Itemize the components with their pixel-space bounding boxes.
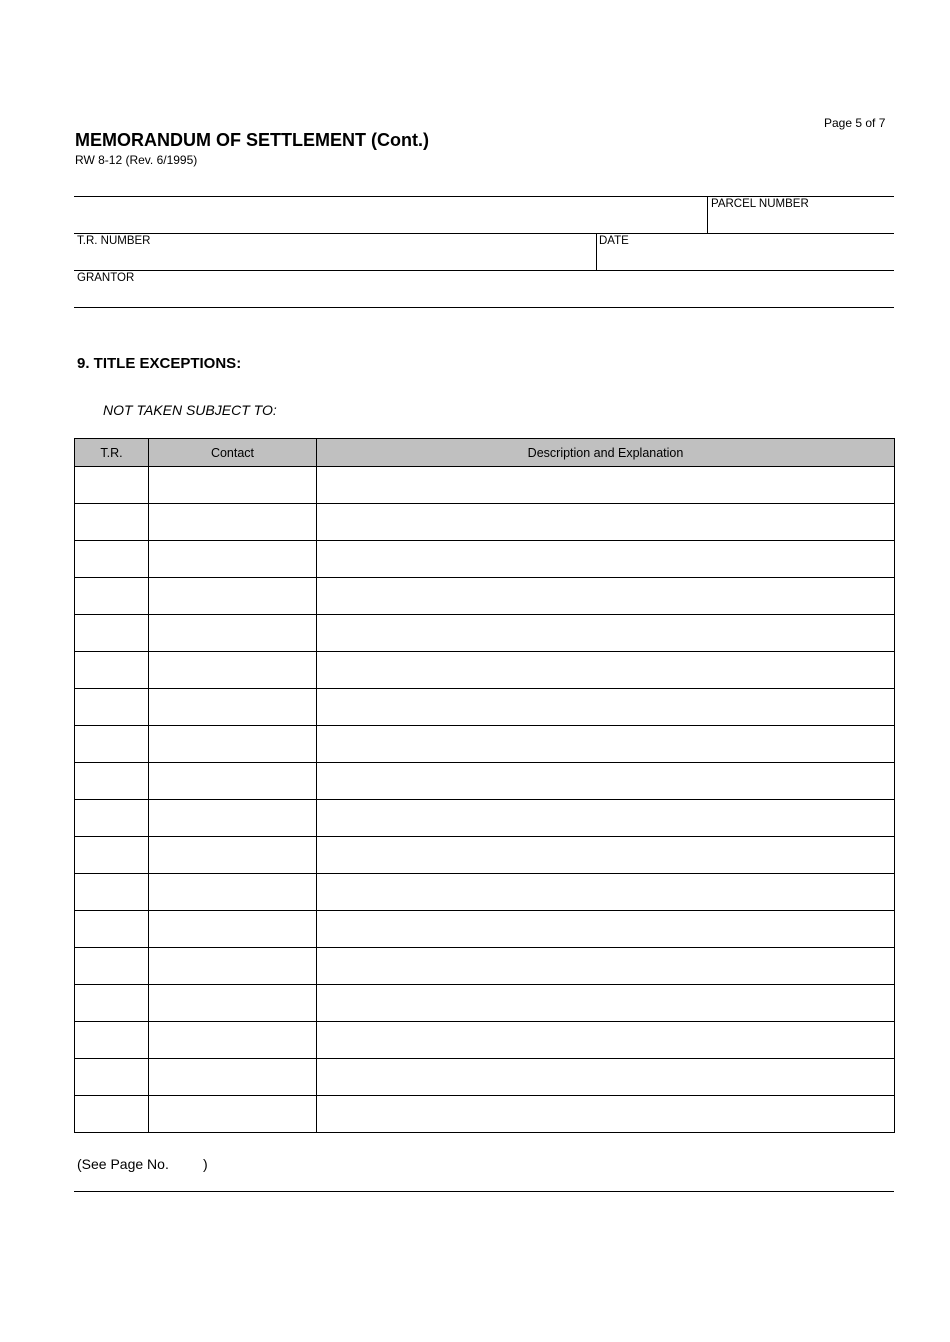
title-exceptions-table <box>74 438 895 1133</box>
field-rule-3 <box>74 270 894 271</box>
tr-number-field[interactable]: T.R. NUMBER <box>77 235 151 247</box>
description-cell[interactable] <box>317 1059 895 1096</box>
tr-cell[interactable] <box>75 948 149 985</box>
tr-cell[interactable] <box>75 578 149 615</box>
contact-cell[interactable] <box>149 1096 317 1133</box>
description-cell[interactable] <box>317 652 895 689</box>
contact-cell[interactable] <box>149 504 317 541</box>
table-row <box>75 1022 895 1059</box>
table-row <box>75 467 895 504</box>
contact-cell[interactable] <box>149 1022 317 1059</box>
parcel-number-divider <box>707 196 708 233</box>
description-cell[interactable] <box>317 467 895 504</box>
description-cell[interactable] <box>317 689 895 726</box>
contact-cell[interactable] <box>149 689 317 726</box>
tr-cell[interactable] <box>75 726 149 763</box>
description-cell[interactable] <box>317 800 895 837</box>
table-row <box>75 578 895 615</box>
tr-cell[interactable] <box>75 467 149 504</box>
see-page-label: (See Page No. <box>77 1156 169 1172</box>
description-cell[interactable] <box>317 615 895 652</box>
tr-cell[interactable] <box>75 541 149 578</box>
date-divider <box>596 233 597 270</box>
table-row <box>75 615 895 652</box>
contact-cell[interactable] <box>149 948 317 985</box>
contact-cell[interactable] <box>149 874 317 911</box>
table-row <box>75 837 895 874</box>
contact-cell[interactable] <box>149 541 317 578</box>
footer-rule <box>74 1191 894 1192</box>
table-row <box>75 1059 895 1096</box>
table-row <box>75 1096 895 1133</box>
table-row <box>75 985 895 1022</box>
tr-cell[interactable] <box>75 1096 149 1133</box>
column-header-tr: T.R. <box>75 439 149 467</box>
contact-cell[interactable] <box>149 985 317 1022</box>
tr-cell[interactable] <box>75 1059 149 1096</box>
contact-cell[interactable] <box>149 800 317 837</box>
tr-cell[interactable] <box>75 615 149 652</box>
description-cell[interactable] <box>317 1022 895 1059</box>
description-cell[interactable] <box>317 763 895 800</box>
tr-cell[interactable] <box>75 652 149 689</box>
tr-cell[interactable] <box>75 837 149 874</box>
table-row <box>75 689 895 726</box>
table-header-row <box>75 439 895 467</box>
column-header-description: Description and Explanation <box>317 439 895 467</box>
description-cell[interactable] <box>317 541 895 578</box>
table-row <box>75 874 895 911</box>
grantor-field[interactable]: GRANTOR <box>77 272 135 284</box>
description-cell[interactable] <box>317 578 895 615</box>
description-cell[interactable] <box>317 911 895 948</box>
see-page-close: ) <box>203 1156 208 1172</box>
parcel-number-field[interactable]: PARCEL NUMBER <box>711 198 809 210</box>
contact-cell[interactable] <box>149 763 317 800</box>
table-row <box>75 541 895 578</box>
contact-cell[interactable] <box>149 615 317 652</box>
date-field[interactable]: DATE <box>599 235 629 247</box>
table-row <box>75 763 895 800</box>
section-heading: 9. TITLE EXCEPTIONS: <box>77 355 242 372</box>
description-cell[interactable] <box>317 837 895 874</box>
section-subheading: NOT TAKEN SUBJECT TO: <box>103 402 277 418</box>
tr-cell[interactable] <box>75 874 149 911</box>
tr-cell[interactable] <box>75 504 149 541</box>
form-number: RW 8-12 (Rev. 6/1995) <box>75 153 198 167</box>
form-title: MEMORANDUM OF SETTLEMENT (Cont.) <box>75 130 429 150</box>
description-cell[interactable] <box>317 874 895 911</box>
contact-cell[interactable] <box>149 578 317 615</box>
description-cell[interactable] <box>317 726 895 763</box>
table-row <box>75 504 895 541</box>
table-row <box>75 911 895 948</box>
table-row <box>75 800 895 837</box>
contact-cell[interactable] <box>149 911 317 948</box>
column-header-contact: Contact <box>149 439 317 467</box>
field-rule-top <box>74 196 894 197</box>
contact-cell[interactable] <box>149 726 317 763</box>
description-cell[interactable] <box>317 504 895 541</box>
contact-cell[interactable] <box>149 1059 317 1096</box>
table-row <box>75 726 895 763</box>
table-body <box>75 467 895 1133</box>
field-rule-bottom <box>74 307 894 308</box>
tr-cell[interactable] <box>75 1022 149 1059</box>
description-cell[interactable] <box>317 985 895 1022</box>
tr-cell[interactable] <box>75 763 149 800</box>
table-row <box>75 948 895 985</box>
table-row <box>75 652 895 689</box>
field-rule-2 <box>74 233 894 234</box>
contact-cell[interactable] <box>149 652 317 689</box>
description-cell[interactable] <box>317 948 895 985</box>
contact-cell[interactable] <box>149 837 317 874</box>
page-indicator: Page 5 of 7 <box>824 116 886 130</box>
tr-cell[interactable] <box>75 800 149 837</box>
tr-cell[interactable] <box>75 985 149 1022</box>
description-cell[interactable] <box>317 1096 895 1133</box>
contact-cell[interactable] <box>149 467 317 504</box>
tr-cell[interactable] <box>75 689 149 726</box>
tr-cell[interactable] <box>75 911 149 948</box>
